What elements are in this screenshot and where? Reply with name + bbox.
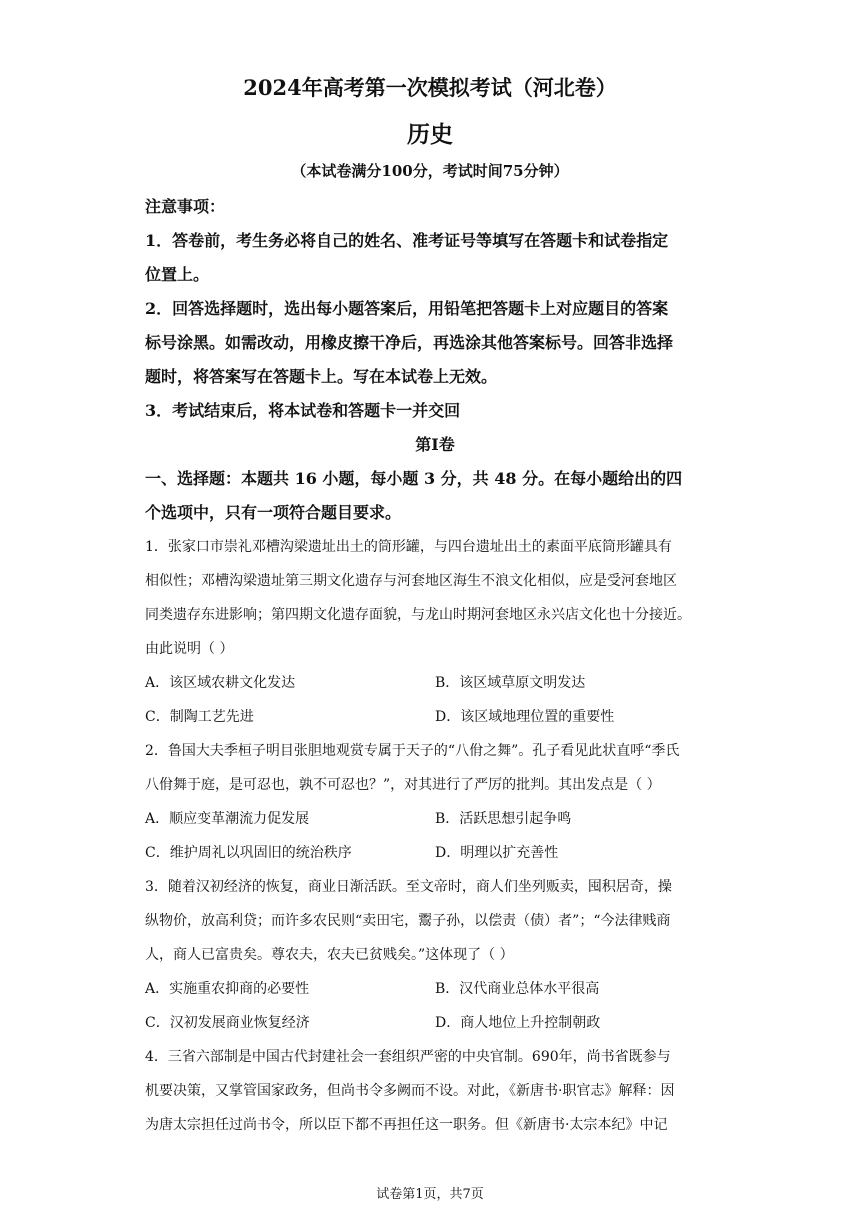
- notice-line: 2．回答选择题时，选出每小题答案后，用铅笔把答题卡上对应题目的答案: [145, 299, 669, 318]
- option-c: C．制陶工艺先进: [145, 709, 254, 725]
- option-d: D．该区域地理位置的重要性: [435, 709, 615, 725]
- question-stem-line: 相似性；邓槽沟梁遗址第三期文化遗存与河套地区海生不浪文化相似，应是受河套地区: [145, 573, 677, 589]
- question-4: [145, 1040, 725, 1142]
- option-a: A．实施重农抑商的必要性: [145, 981, 310, 997]
- option-row: [145, 700, 725, 734]
- section-intro: 个选项中，只有一项符合题目要求。: [145, 503, 402, 522]
- question-stem-line: 八佾舞于庭，是可忍也，孰不可忍也？”，对其进行了严厉的批判。其出发点是（ ）: [145, 777, 661, 793]
- exam-body: [145, 190, 725, 1142]
- notice-heading: 注意事项：: [145, 197, 226, 216]
- section-intro: 一、选择题：本题共 16 小题，每小题 3 分，共 48 分。在每小题给出的四: [145, 469, 683, 488]
- page-footer: 试卷第1页，共7页: [376, 1187, 484, 1202]
- question-stem-line: 1．张家口市崇礼邓槽沟梁遗址出土的筒形罐，与四台遗址出土的素面平底筒形罐具有: [145, 539, 672, 555]
- option-d: D．商人地位上升控制朝政: [435, 1015, 601, 1031]
- option-row: [145, 836, 725, 870]
- question-stem-line: 2．鲁国大夫季桓子明目张胆地观赏专属于天子的“八佾之舞”。孔子看见此状直呼“季氏: [145, 743, 680, 759]
- question-stem-line: 机要决策，又掌管国家政务，但尚书令多阙而不设。对此，《新唐书·职官志》解释：因: [145, 1083, 675, 1099]
- question-stem-line: 纵物价，放高利贷；而许多农民则“卖田宅，鬻子孙，以偿责（债）者”；“今法律贱商: [145, 913, 671, 929]
- question-3: [145, 870, 725, 1040]
- option-a: A．顺应变革潮流力促发展: [145, 811, 310, 827]
- notice-line: 标号涂黑。如需改动，用橡皮擦干净后，再选涂其他答案标号。回答非选择: [145, 333, 674, 352]
- question-2: [145, 734, 725, 870]
- question-1: [145, 530, 725, 734]
- question-stem-line: 为唐太宗担任过尚书令，所以臣下都不再担任这一职务。但《新唐书·太宗本纪》中记: [145, 1117, 668, 1133]
- option-b: B．活跃思想引起争鸣: [435, 811, 572, 827]
- option-row: [145, 666, 725, 700]
- notice-line: 3．考试结束后，将本试卷和答题卡一并交回: [145, 401, 461, 420]
- question-stem-line: 同类遗存东进影响；第四期文化遗存面貌，与龙山时期河套地区永兴店文化也十分接近。: [145, 607, 691, 623]
- question-stem-line: 3．随着汉初经济的恢复，商业日渐活跃。至文帝时，商人们坐列贩卖，囤积居奇，操: [145, 879, 672, 895]
- option-c: C．维护周礼以巩固旧的统治秩序: [145, 845, 352, 861]
- subject-title: 历史: [407, 121, 453, 148]
- notice-line: 位置上。: [145, 265, 210, 284]
- option-b: B．汉代商业总体水平很高: [435, 981, 600, 997]
- notice-line: 题时，将答案写在答题卡上。写在本试卷上无效。: [145, 367, 498, 386]
- exam-info: （本试卷满分100分，考试时间75分钟）: [291, 162, 569, 180]
- option-b: B．该区域草原文明发达: [435, 675, 586, 691]
- option-row: [145, 972, 725, 1006]
- option-a: A．该区域农耕文化发达: [145, 675, 296, 691]
- question-stem-line: 由此说明（ ）: [145, 641, 234, 657]
- exam-title: 2024年高考第一次模拟考试（河北卷）: [243, 75, 617, 100]
- question-stem-line: 人，商人已富贵矣。尊农夫，农夫已贫贱矣。”这体现了（ ）: [145, 947, 514, 963]
- question-stem-line: 4．三省六部制是中国古代封建社会一套组织严密的中央官制。690年，尚书省既参与: [145, 1049, 671, 1065]
- option-c: C．汉初发展商业恢复经济: [145, 1015, 310, 1031]
- volume-heading: 第Ⅰ卷: [415, 435, 455, 454]
- option-row: [145, 1006, 725, 1040]
- option-d: D．明理以扩充善性: [435, 845, 559, 861]
- option-row: [145, 802, 725, 836]
- notice-line: 1．答卷前，考生务必将自己的姓名、准考证号等填写在答题卡和试卷指定: [145, 231, 669, 250]
